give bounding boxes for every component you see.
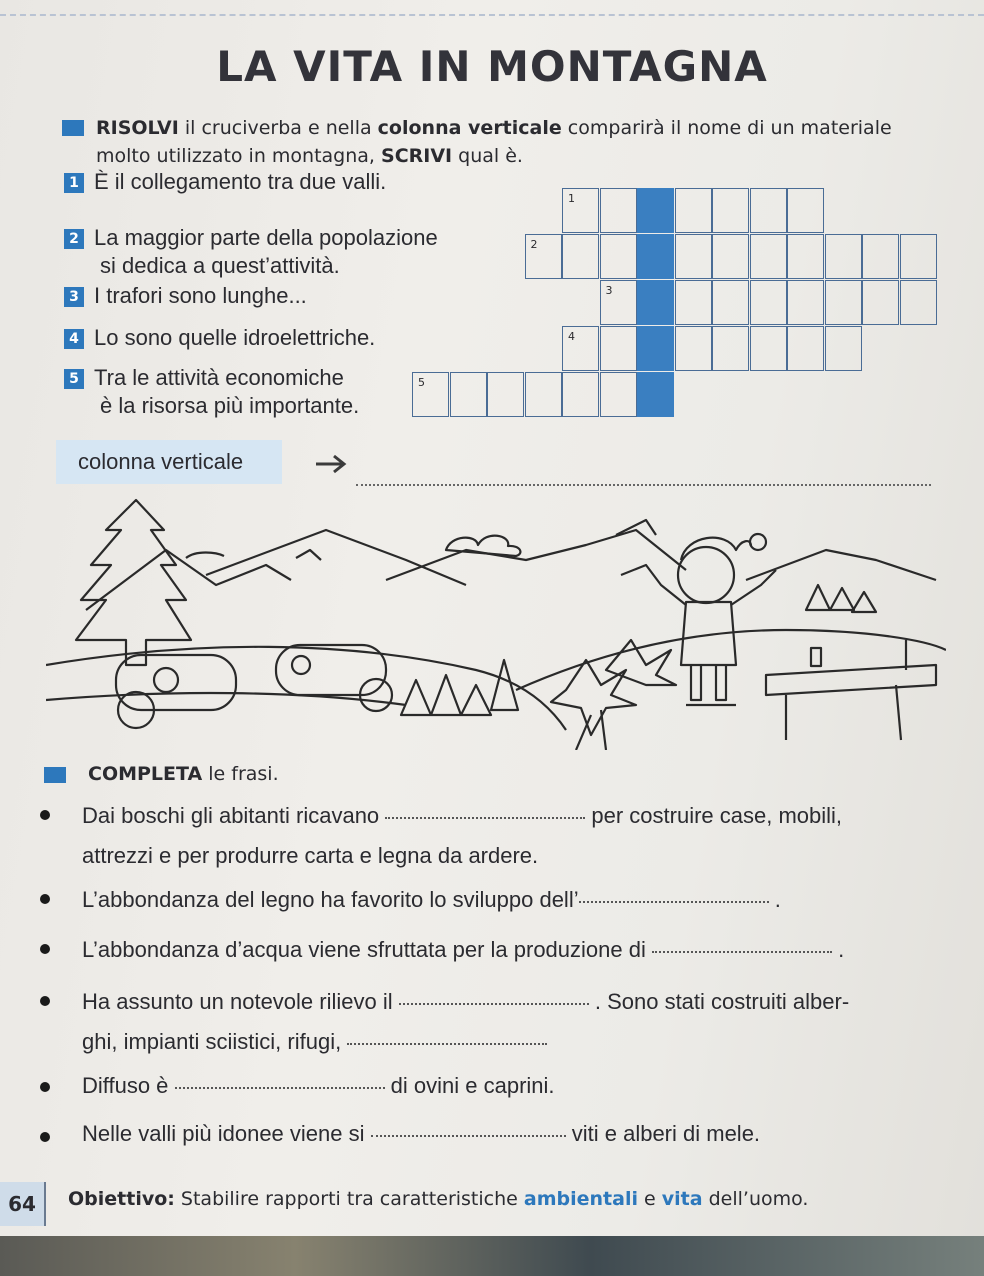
complete-section-header xyxy=(88,763,279,785)
mountain-ridge-left xyxy=(86,550,291,610)
clue-number-badge: 3 xyxy=(64,287,84,307)
answer-blank-7[interactable] xyxy=(371,1125,566,1137)
instruction-strong: colonna verticale xyxy=(377,117,562,139)
crossword-clue-number: 3 xyxy=(605,284,613,297)
crossword-cell[interactable] xyxy=(600,326,637,371)
page-number: 64 xyxy=(0,1182,44,1226)
clue-3 xyxy=(64,282,307,310)
bullet-icon xyxy=(40,894,50,904)
clue-4 xyxy=(64,324,375,352)
crossword-cell[interactable] xyxy=(712,188,749,233)
crossword-cell[interactable] xyxy=(825,326,862,371)
crossword-cell[interactable] xyxy=(675,188,712,233)
sentence-text: attrezzi e per produrre carta e legna da ardere. xyxy=(82,843,539,868)
crossword-key-cell[interactable] xyxy=(637,280,674,325)
bullet-icon xyxy=(40,996,50,1006)
crossword-cell[interactable] xyxy=(450,372,487,417)
clue-text: si dedica a quest’attività. xyxy=(100,253,340,278)
crossword-key-cell[interactable] xyxy=(637,326,674,371)
sentence-text: ghi, impianti sciistici, rifugi, xyxy=(82,1029,348,1054)
crossword-key-cell[interactable] xyxy=(637,188,674,233)
crossword-cell[interactable] xyxy=(900,280,937,325)
sentence-text: Dai boschi gli abitanti ricavano xyxy=(82,803,386,828)
objective-text: Stabilire rapporti tra caratteristiche xyxy=(174,1188,524,1210)
crossword-cell[interactable] xyxy=(750,234,787,279)
clue-text: Lo sono quelle idroelettriche. xyxy=(94,325,376,350)
crossword-clue-number: 1 xyxy=(568,192,575,205)
crossword-key-cell[interactable] xyxy=(637,372,674,417)
crossword-cell[interactable] xyxy=(787,280,824,325)
sentence-text: . Sono stati costruiti alber- xyxy=(588,989,850,1014)
crossword-cell[interactable] xyxy=(825,234,862,279)
crossword-cell[interactable] xyxy=(675,234,712,279)
crossword-cell[interactable] xyxy=(712,234,749,279)
crossword-cell[interactable] xyxy=(562,234,599,279)
child-figure-icon xyxy=(678,547,734,603)
instruction-text: qual è. xyxy=(452,145,523,167)
footer-divider xyxy=(44,1182,46,1226)
crossword-cell[interactable] xyxy=(675,280,712,325)
answer-blank-1[interactable] xyxy=(385,807,585,819)
clue-text: È il collegamento tra due valli. xyxy=(94,169,387,194)
sentence-text: . xyxy=(831,937,845,962)
instruction-marker-icon xyxy=(62,120,84,136)
crossword-cell[interactable] xyxy=(712,280,749,325)
clue-number-badge: 4 xyxy=(64,329,84,349)
clue-text: Tra le attività economiche xyxy=(94,365,344,390)
sentence-1 xyxy=(82,796,952,876)
cow-icon xyxy=(116,655,236,710)
answer-blank-3[interactable] xyxy=(652,941,832,953)
photo-background-strip xyxy=(0,1236,984,1276)
crossword-cell[interactable] xyxy=(600,188,637,233)
clue-2 xyxy=(64,224,438,280)
crossword-cell[interactable] xyxy=(900,234,937,279)
clue-number-badge: 5 xyxy=(64,369,84,389)
clue-1 xyxy=(64,168,386,196)
sentence-text: . xyxy=(768,887,781,912)
instruction-verb-write: SCRIVI xyxy=(381,145,453,167)
objective-label: Obiettivo: xyxy=(68,1188,175,1210)
section-verb-complete: COMPLETA xyxy=(88,763,203,785)
section-header-text: le frasi. xyxy=(202,763,279,785)
sentence-6 xyxy=(82,1114,952,1154)
sentence-text: L’abbondanza d’acqua viene sfruttata per la produzione di xyxy=(82,937,652,962)
crossword-cell[interactable] xyxy=(675,326,712,371)
crossword-cell[interactable] xyxy=(787,188,824,233)
forest-icon xyxy=(401,660,518,715)
clue-number-badge: 2 xyxy=(64,229,84,249)
sentence-5 xyxy=(82,1066,952,1106)
crossword-cell[interactable] xyxy=(525,372,562,417)
vertical-column-answer-field[interactable] xyxy=(356,484,931,486)
arrow-right-icon xyxy=(314,452,350,476)
sentence-text: per costruire case, mobili, xyxy=(585,803,843,828)
crossword-cell[interactable] xyxy=(750,326,787,371)
crossword-cell[interactable] xyxy=(787,234,824,279)
crossword-cell[interactable] xyxy=(750,280,787,325)
bullet-icon xyxy=(40,1132,50,1142)
crossword-cell[interactable] xyxy=(600,234,637,279)
crossword-cell[interactable] xyxy=(825,280,862,325)
clue-text: La maggior parte della popolazione xyxy=(94,225,438,250)
crossword-cell[interactable] xyxy=(750,188,787,233)
sentence-text: di ovini e caprini. xyxy=(384,1073,555,1098)
bullet-icon xyxy=(40,810,50,820)
mountain-landscape-illustration xyxy=(46,490,946,750)
crossword-key-cell[interactable] xyxy=(637,234,674,279)
clue-number-badge: 1 xyxy=(64,173,84,193)
crossword-cell[interactable] xyxy=(787,326,824,371)
bullet-icon xyxy=(40,944,50,954)
objective-highlight: ambientali xyxy=(523,1188,638,1210)
sentence-text: Ha assunto un notevole rilievo il xyxy=(82,989,399,1014)
crossword-clue-number: 2 xyxy=(530,238,538,251)
crossword-clue-number: 5 xyxy=(418,376,425,389)
crossword-cell[interactable] xyxy=(862,280,899,325)
page-title: LA VITA IN MONTAGNA xyxy=(216,42,768,91)
answer-blank-2[interactable] xyxy=(579,891,769,903)
sentence-text: viti e alberi di mele. xyxy=(565,1121,761,1146)
answer-blank-6[interactable] xyxy=(175,1077,385,1089)
answer-blank-4[interactable] xyxy=(399,993,589,1005)
crossword-cell[interactable] xyxy=(600,372,637,417)
instruction-text: comparirà il nome di un materiale molto utilizzato in montagna, xyxy=(96,117,892,167)
top-dashed-border xyxy=(0,14,984,18)
sentence-4 xyxy=(82,982,952,1062)
sentence-2 xyxy=(82,880,952,920)
sentence-text: Diffuso è xyxy=(82,1073,175,1098)
clue-text: è la risorsa più importante. xyxy=(100,393,360,418)
clue-5 xyxy=(64,364,359,420)
pine-tree-icon xyxy=(76,500,191,665)
crossword-clue-number: 4 xyxy=(568,330,575,343)
objective-highlight: vita xyxy=(661,1188,703,1210)
crossword-cell[interactable] xyxy=(862,234,899,279)
objective-line xyxy=(68,1188,808,1210)
objective-text: dell’uomo. xyxy=(702,1188,809,1210)
crossword-cell[interactable] xyxy=(487,372,524,417)
section-marker-icon xyxy=(44,767,66,783)
sentence-3 xyxy=(82,930,952,970)
crossword-cell[interactable] xyxy=(712,326,749,371)
clue-text: I trafori sono lunghe... xyxy=(94,283,307,308)
sentence-text: Nelle valli più idonee viene si xyxy=(82,1121,371,1146)
crossword-instruction xyxy=(96,114,946,170)
objective-text: e xyxy=(637,1188,662,1210)
sentence-text: L’abbondanza del legno ha favorito lo sviluppo dell’ xyxy=(82,887,579,912)
wooden-fence-icon xyxy=(766,665,936,695)
bullet-icon xyxy=(40,1082,50,1092)
instruction-text: il cruciverba e nella xyxy=(178,117,378,139)
crossword-cell[interactable] xyxy=(562,372,599,417)
vertical-column-label: colonna verticale xyxy=(56,440,282,484)
instruction-verb-resolve: RISOLVI xyxy=(96,117,179,139)
answer-blank-5[interactable] xyxy=(347,1033,547,1045)
